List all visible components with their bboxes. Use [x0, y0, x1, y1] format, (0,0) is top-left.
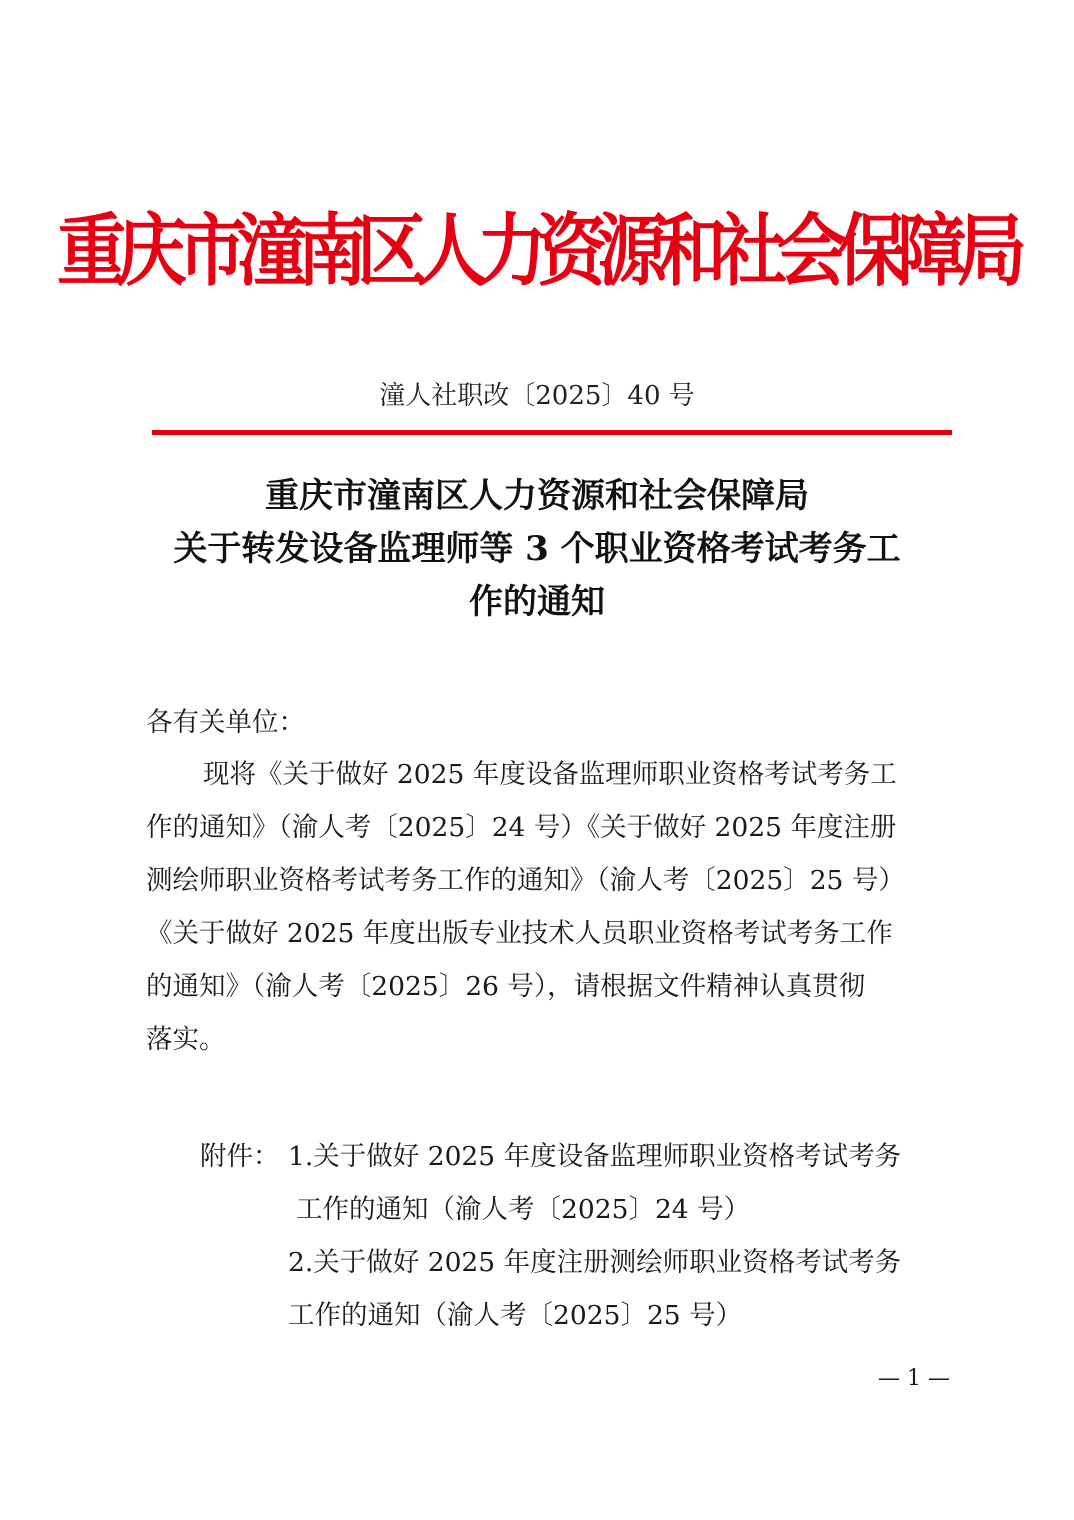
attachment-item-1-line-1: 1.关于做好 2025 年度设备监理师职业资格考试考务: [288, 1141, 902, 1172]
body-paragraph: [146, 748, 946, 1066]
document-title: [120, 470, 954, 629]
title-line-2: 关于转发设备监理师等 3 个职业资格考试考务工: [173, 529, 901, 569]
attachment-item-2-line-1: 2.关于做好 2025 年度注册测绘师职业资格考试考务: [288, 1247, 902, 1278]
body-line: 落实。: [146, 1024, 226, 1055]
page-number: — 1 —: [878, 1366, 950, 1391]
attachment-item-1-line-2: 工作的通知（渝人考〔2025〕24 号）: [296, 1194, 751, 1225]
red-divider-rule: [152, 430, 952, 435]
salutation: 各有关单位：: [146, 707, 305, 738]
letterhead-agency-name: 重庆市潼南区人力资源和社会保障局: [57, 203, 1017, 297]
body-line: 测绘师职业资格考试考务工作的通知》（渝人考〔2025〕25 号）: [146, 865, 905, 896]
title-line-1: 重庆市潼南区人力资源和社会保障局: [265, 476, 809, 516]
attachments-label: 附件：: [200, 1141, 280, 1172]
body-line: 作的通知》（渝人考〔2025〕24 号）《关于做好 2025 年度注册: [146, 812, 897, 843]
attachment-item-2-line-2: 工作的通知（渝人考〔2025〕25 号）: [288, 1300, 743, 1331]
document-number: 潼人社职改〔2025〕40 号: [379, 381, 695, 411]
body-line: 的通知》（渝人考〔2025〕26 号），请根据文件精神认真贯彻: [146, 971, 866, 1002]
body-line: 《关于做好 2025 年度出版专业技术人员职业资格考试考务工作: [146, 918, 893, 949]
title-line-3: 作的通知: [469, 582, 605, 622]
body-line: 现将《关于做好 2025 年度设备监理师职业资格考试考务工: [203, 759, 897, 790]
